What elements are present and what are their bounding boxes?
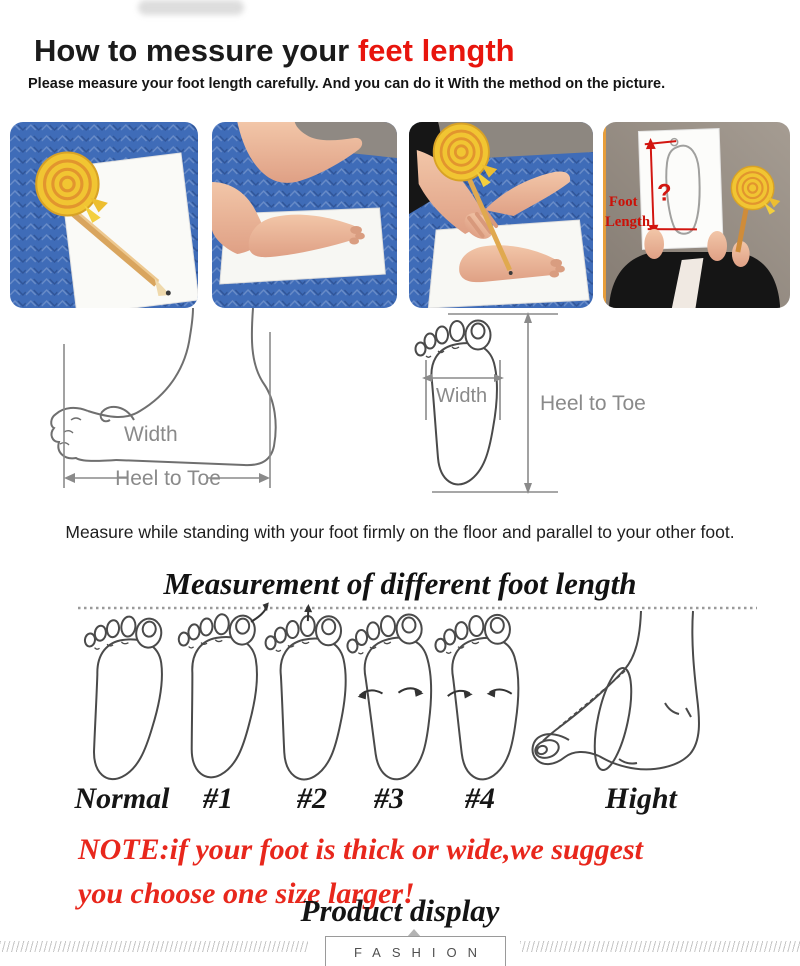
foot-height-girth bbox=[533, 611, 699, 773]
title-red-part: feet length bbox=[357, 32, 515, 68]
foot-type-1 bbox=[167, 597, 269, 781]
brand-label: FASHION bbox=[353, 945, 489, 960]
product-display-heading: Product display bbox=[300, 893, 500, 928]
foot-type-4 bbox=[434, 614, 521, 781]
size-note-line2: you choose one size larger! bbox=[78, 877, 415, 910]
foot-label: Foot bbox=[608, 193, 638, 211]
photo-step-paper-pencil bbox=[10, 122, 198, 308]
photo-step-foot-length-result bbox=[603, 122, 790, 308]
standing-instruction: Measure while standing with your foot firmly on the floor and parallel to your other foot. bbox=[65, 521, 735, 542]
foot-normal bbox=[68, 611, 169, 784]
heel-to-toe-label: Heel to Toe bbox=[540, 392, 646, 415]
label-hight: Hight bbox=[605, 782, 677, 815]
size-note-line1: NOTE:if your foot is thick or wide,we suggest bbox=[78, 833, 644, 866]
width-label: Width bbox=[124, 423, 178, 446]
banner-hatch-right bbox=[520, 941, 800, 952]
width-label: Width bbox=[436, 385, 488, 407]
banner-hatch-left bbox=[0, 941, 308, 952]
foot-types-illustration bbox=[0, 597, 800, 797]
label-2: #2 bbox=[297, 782, 327, 815]
section-heading: Measurement of different foot length bbox=[163, 565, 637, 601]
question-mark: ? bbox=[656, 179, 673, 207]
diagram-foot-sole-view bbox=[398, 304, 698, 509]
scan-smudge bbox=[138, 0, 244, 15]
label-1: #1 bbox=[203, 782, 233, 815]
fashion-banner bbox=[325, 936, 506, 966]
page-title bbox=[34, 33, 515, 69]
diagram-foot-side-view bbox=[38, 308, 373, 506]
heel-to-toe-label: Heel to Toe bbox=[115, 467, 221, 490]
photo-step-stand-on-paper bbox=[212, 122, 397, 308]
foot-type-labels bbox=[0, 782, 800, 830]
photo-step-trace-foot bbox=[409, 122, 593, 308]
length-label: Length bbox=[604, 213, 651, 231]
subtitle: Please measure your foot length carefully. And you can do it With the method on the picture. bbox=[28, 75, 666, 92]
label-4: #4 bbox=[465, 782, 495, 815]
label-3: #3 bbox=[374, 782, 404, 815]
foot-type-2 bbox=[261, 603, 349, 781]
foot-type-3 bbox=[346, 614, 436, 782]
title-black-part: How to messure your bbox=[34, 32, 358, 68]
label-normal: Normal bbox=[74, 782, 170, 815]
